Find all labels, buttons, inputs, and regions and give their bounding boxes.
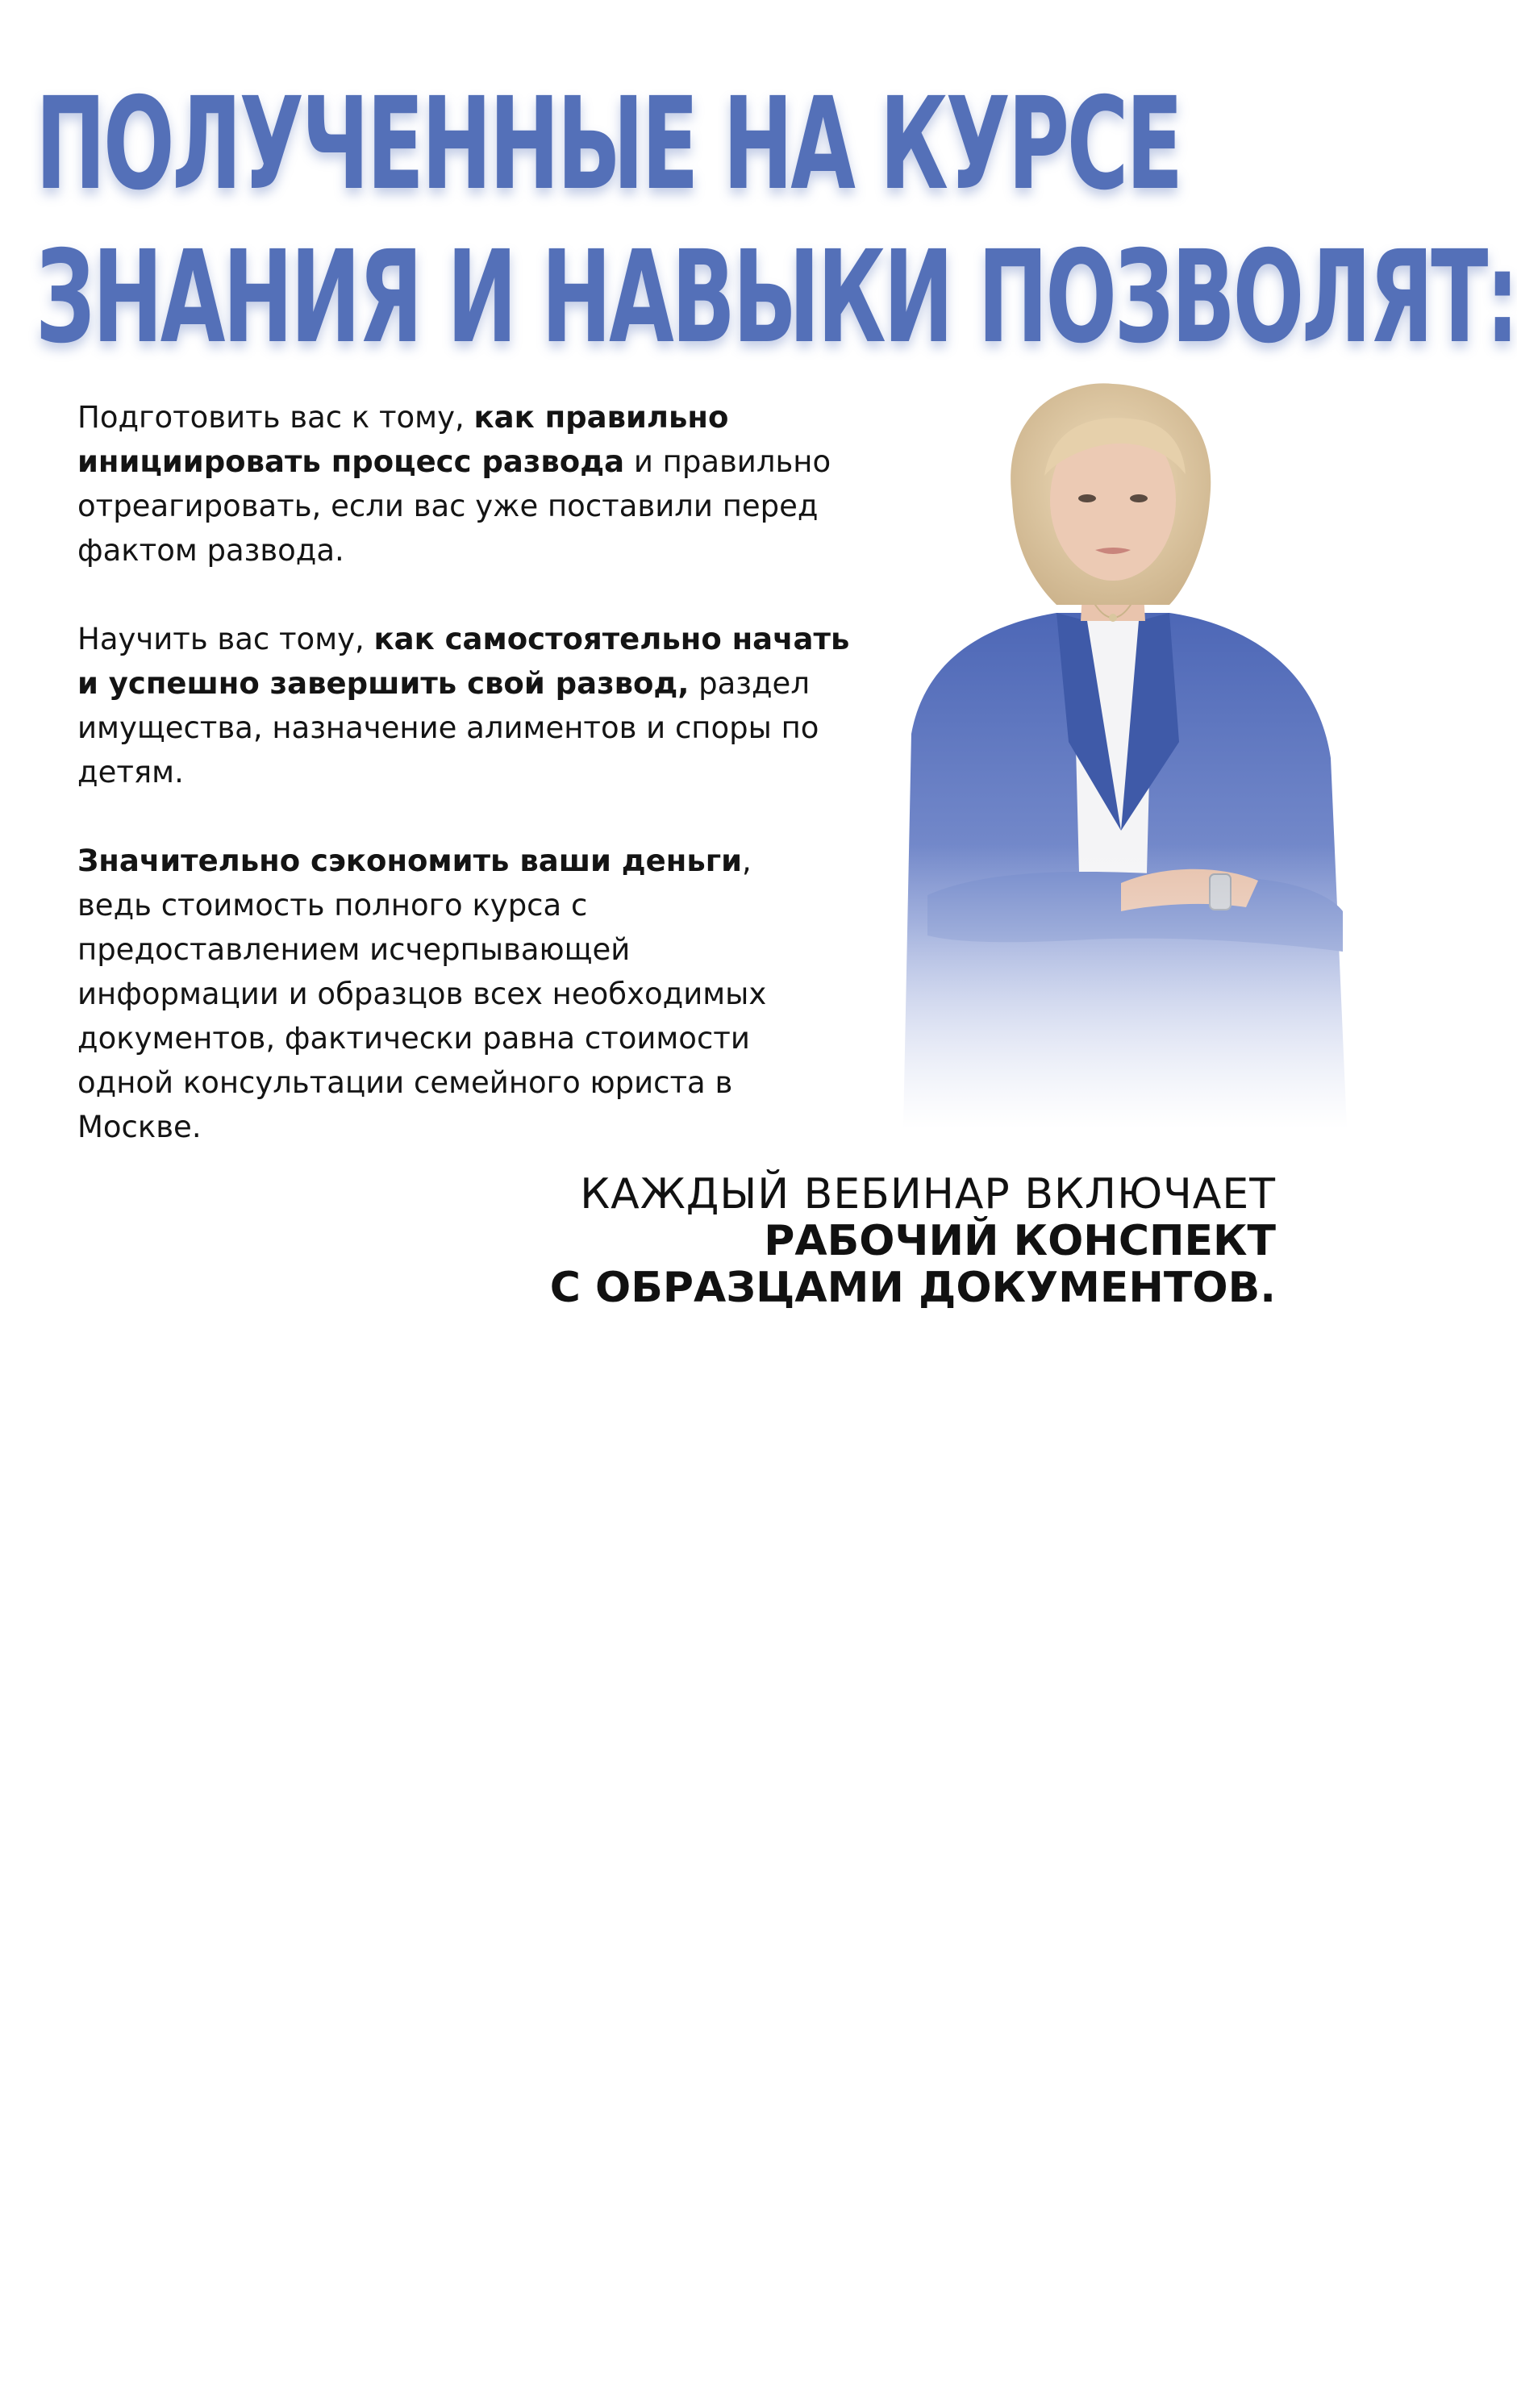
benefit-text: и правильно отреагировать, если вас уже поставили перед фактом развода.	[77, 444, 831, 568]
headline-line-2: ЗНАНИЯ И НАВЫКИ ПОЗВОЛЯТ:	[35, 223, 1517, 372]
benefit-highlight: Значительно сэкономить ваши деньги	[77, 844, 742, 878]
benefit-item	[77, 395, 932, 573]
benefit-highlight: как самостоятельно начать и успешно завершить свой развод,	[77, 622, 850, 701]
benefit-text: Подготовить вас к тому,	[77, 400, 474, 435]
webinar-note	[389, 1171, 1276, 1311]
benefit-item	[77, 839, 771, 1149]
benefit-item	[77, 617, 852, 794]
webinar-line-2: РАБОЧИЙ КОНСПЕКТ	[764, 1217, 1276, 1265]
webinar-line-1: КАЖДЫЙ ВЕБИНАР ВКЛЮЧАЕТ	[580, 1170, 1276, 1219]
benefit-text: , ведь стоимость полного курса с предоставлением исчерпывающей информации и образцов всех необходимых документов, фактически равна стоимости одной консультации семейного юриста в Москве.	[77, 844, 767, 1144]
webinar-line-3: С ОБРАЗЦАМИ ДОКУМЕНТОВ.	[549, 1264, 1276, 1312]
page-title	[35, 68, 1517, 374]
headline-line-1: ПОЛУЧЕННЫЕ НА КУРСЕ	[35, 70, 1181, 219]
lawyer-portrait	[879, 379, 1347, 1129]
benefit-text: Научить вас тому,	[77, 622, 374, 656]
benefit-text: раздел имущества, назначение алиментов и споры по детям.	[77, 666, 819, 789]
benefit-highlight: как правильно инициировать процесс развода	[77, 400, 729, 479]
benefits-list	[77, 395, 932, 1194]
